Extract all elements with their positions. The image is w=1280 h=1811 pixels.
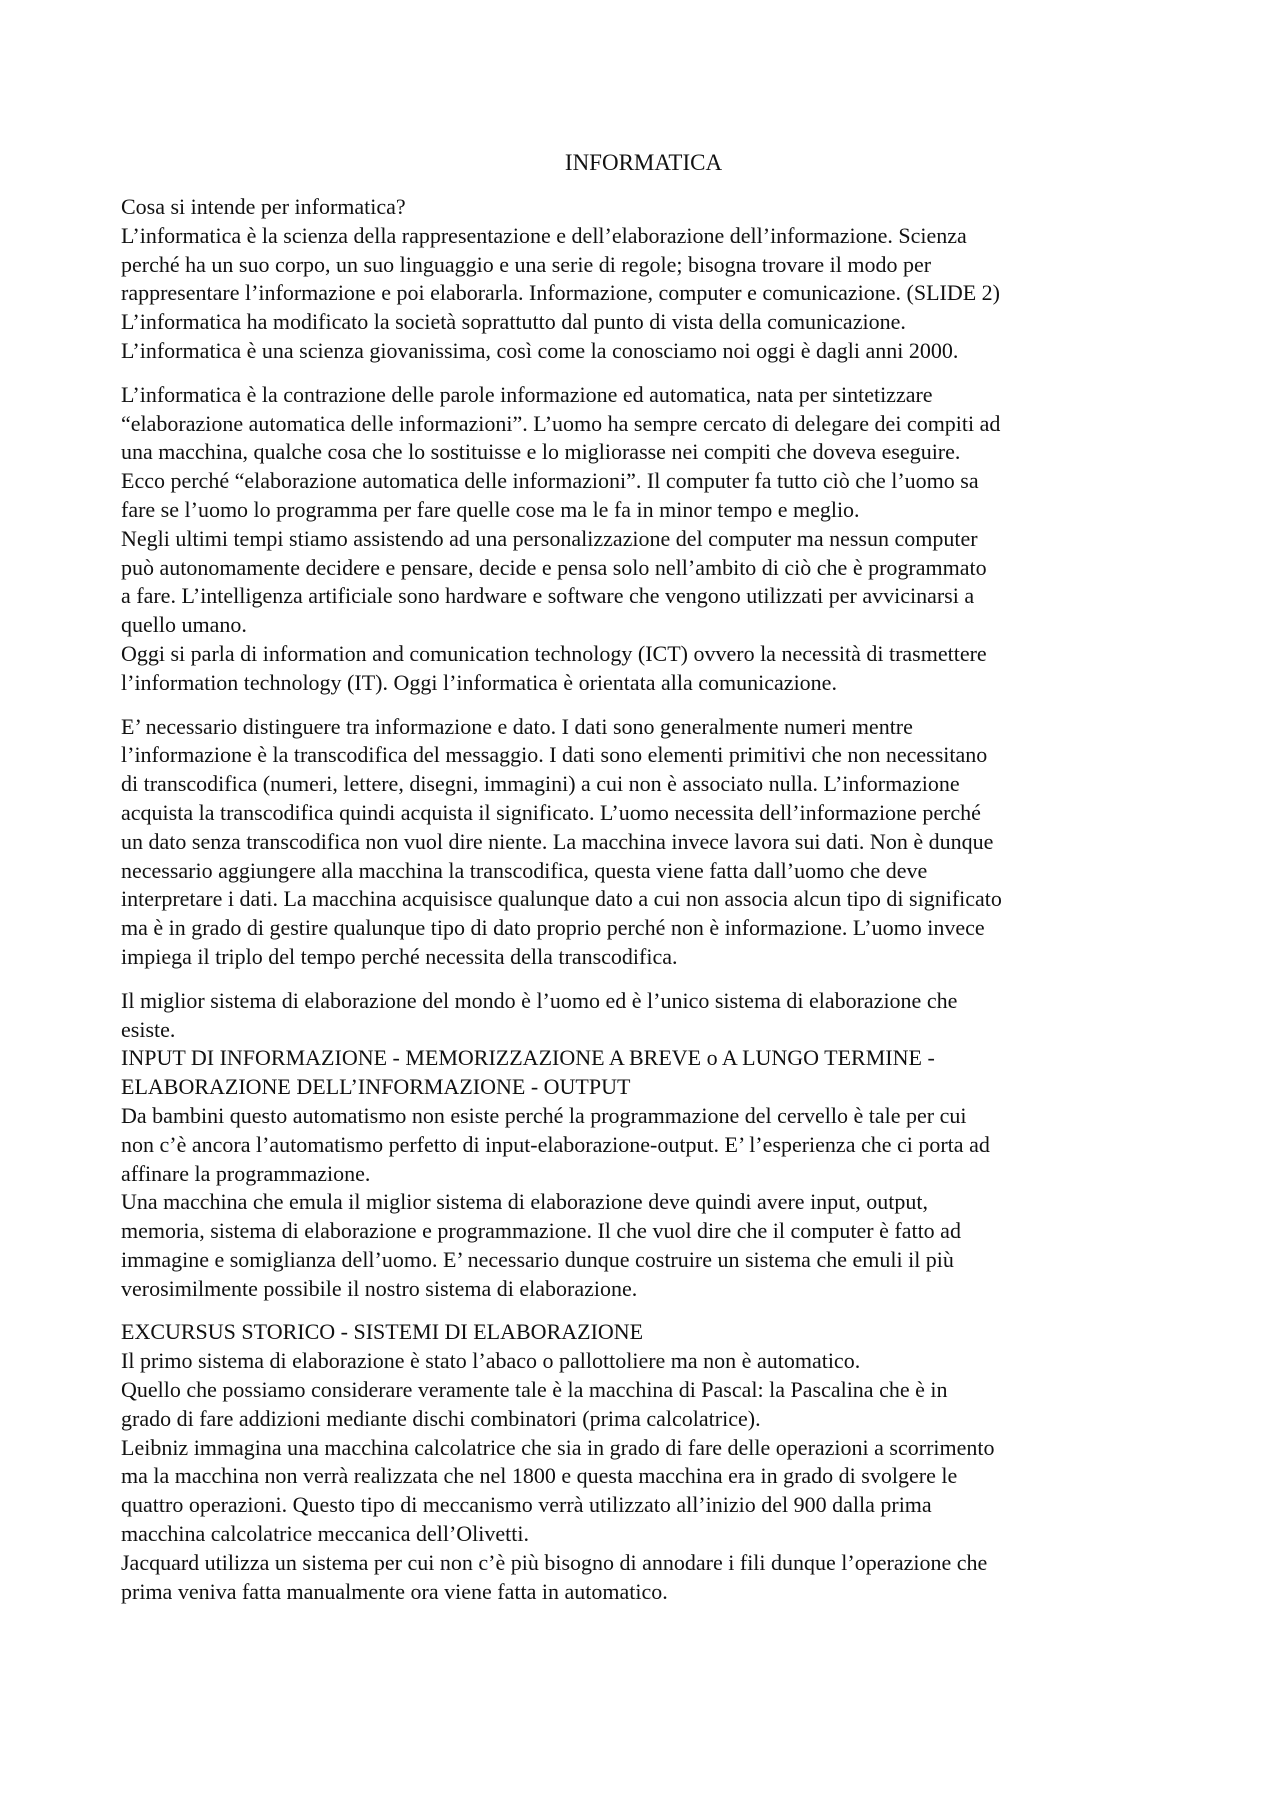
text-line: l’informazione è la transcodifica del messaggio. I dati sono elementi primitivi che non necessitano — [121, 742, 988, 768]
text-line: L’informatica è la contrazione delle parole informazione ed automatica, nata per sintetizzare — [121, 381, 933, 407]
text-line: Jacquard utilizza un sistema per cui non c’è più bisogno di annodare i fili dunque l’operazione che — [121, 1549, 988, 1575]
text-line: esiste. — [121, 1016, 176, 1042]
text-line: “elaborazione automatica delle informazioni”. L’uomo ha sempre cercato di delegare dei compiti ad — [121, 410, 1001, 436]
text-line: INPUT DI INFORMAZIONE - MEMORIZZAZIONE A BREVE o A LUNGO TERMINE - — [121, 1045, 935, 1071]
text-line: EXCURSUS STORICO - SISTEMI DI ELABORAZIONE — [121, 1319, 644, 1345]
text-line: grado di fare addizioni mediante dischi combinatori (prima calcolatrice). — [121, 1405, 761, 1431]
text-line: macchina calcolatrice meccanica dell’Olivetti. — [121, 1521, 529, 1547]
text-line: impiega il triplo del tempo perché necessita della transcodifica. — [121, 943, 678, 969]
text-line: L’informatica è una scienza giovanissima, così come la conosciamo noi oggi è dagli anni 2000. — [121, 337, 959, 363]
text-line: rappresentare l’informazione e poi elaborarla. Informazione, computer e comunicazione. (SLIDE 2) — [121, 280, 1000, 306]
text-line: Il primo sistema di elaborazione è stato l’abaco o pallottoliere ma non è automatico. — [121, 1348, 861, 1374]
text-line: Una macchina che emula il miglior sistema di elaborazione deve quindi avere input, output, — [121, 1189, 929, 1215]
text-line: prima veniva fatta manualmente ora viene fatta in automatico. — [121, 1578, 668, 1604]
text-line: L’informatica è la scienza della rappresentazione e dell’elaborazione dell’informazione. Scienza — [121, 222, 967, 248]
text-line: perché ha un suo corpo, un suo linguaggio e una serie di regole; bisogna trovare il modo per — [121, 251, 932, 277]
text-line: ma è in grado di gestire qualunque tipo di dato proprio perché non è informazione. L’uomo invece — [121, 915, 985, 941]
paragraph-etymology — [121, 381, 1166, 698]
text-line: Leibniz immagina una macchina calcolatrice che sia in grado di fare delle operazioni a scorrimento — [121, 1434, 995, 1460]
text-line: un dato senza transcodifica non vuol dire niente. La macchina invece lavora sui dati. Non è dunque — [121, 828, 994, 854]
text-line: verosimilmente possibile il nostro sistema di elaborazione. — [121, 1275, 638, 1301]
text-line: necessario aggiungere alla macchina la transcodifica, questa viene fatta dall’uomo che deve — [121, 857, 928, 883]
text-line: memoria, sistema di elaborazione e programmazione. Il che vuol dire che il computer è fatto ad — [121, 1218, 961, 1244]
paragraph-data-vs-information — [121, 713, 1166, 972]
text-line: acquista la transcodifica quindi acquista il significato. L’uomo necessita dell’informazione perché — [121, 799, 981, 825]
text-line: quattro operazioni. Questo tipo di meccanismo verrà utilizzato all’inizio del 900 dalla prima — [121, 1492, 932, 1518]
text-line: di transcodifica (numeri, lettere, disegni, immagini) a cui non è associato nulla. L’informazione — [121, 771, 960, 797]
text-line: ma la macchina non verrà realizzata che nel 1800 e questa macchina era in grado di svolgere le — [121, 1463, 958, 1489]
text-line: interpretare i dati. La macchina acquisisce qualunque dato a cui non associa alcun tipo di significato — [121, 886, 1002, 912]
paragraph-intro — [121, 193, 1166, 366]
text-line: non c’è ancora l’automatismo perfetto di input-elaborazione-output. E’ l’esperienza che ci porta ad — [121, 1131, 990, 1157]
document-title: INFORMATICA — [564, 150, 723, 175]
text-line: L’informatica ha modificato la società soprattutto dal punto di vista della comunicazione. — [121, 309, 906, 335]
text-line: Da bambini questo automatismo non esiste perché la programmazione del cervello è tale per cui — [121, 1102, 967, 1128]
paragraph-processing-system — [121, 987, 1166, 1304]
text-line: Quello che possiamo considerare veramente tale è la macchina di Pascal: la Pascalina che è in — [121, 1377, 948, 1403]
text-line: può autonomamente decidere e pensare, decide e pensa solo nell’ambito di ciò che è programmato — [121, 554, 987, 580]
text-line: Negli ultimi tempi stiamo assistendo ad una personalizzazione del computer ma nessun computer — [121, 525, 978, 551]
text-line: l’information technology (IT). Oggi l’informatica è orientata alla comunicazione. — [121, 669, 837, 695]
text-line: una macchina, qualche cosa che lo sostituisse e lo migliorasse nei compiti che doveva eseguire. — [121, 439, 961, 465]
text-line: fare se l’uomo lo programma per fare quelle cose ma le fa in minor tempo e meglio. — [121, 496, 860, 522]
text-line: E’ necessario distinguere tra informazione e dato. I dati sono generalmente numeri mentre — [121, 713, 913, 739]
text-line: immagine e somiglianza dell’uomo. E’ necessario dunque costruire un sistema che emuli il più — [121, 1246, 954, 1272]
document-page — [121, 148, 1166, 1621]
text-line: affinare la programmazione. — [121, 1160, 371, 1186]
text-line: Cosa si intende per informatica? — [121, 194, 406, 219]
text-line: quello umano. — [121, 612, 247, 638]
paragraph-history — [121, 1318, 1166, 1606]
text-line: Il miglior sistema di elaborazione del mondo è l’uomo ed è l’unico sistema di elaborazione che — [121, 987, 958, 1013]
text-line: ELABORAZIONE DELL’INFORMAZIONE - OUTPUT — [121, 1074, 631, 1100]
text-line: Oggi si parla di information and comunication technology (ICT) ovvero la necessità di trasmettere — [121, 640, 987, 666]
text-line: Ecco perché “elaborazione automatica delle informazioni”. Il computer fa tutto ciò che l’uomo sa — [121, 468, 979, 494]
text-line: a fare. L’intelligenza artificiale sono hardware e software che vengono utilizzati per avvicinarsi a — [121, 583, 975, 609]
